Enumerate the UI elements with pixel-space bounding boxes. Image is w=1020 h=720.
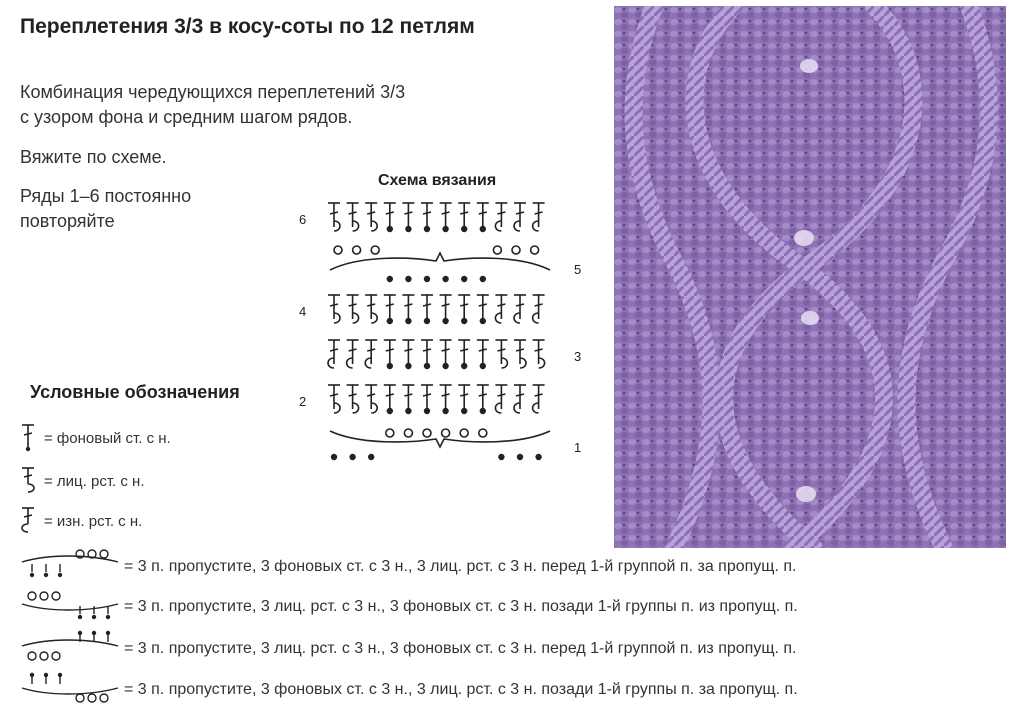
chart-stitch-dot	[387, 364, 392, 369]
chart-stitch-bar	[349, 349, 357, 351]
chart-stitch-hook	[495, 403, 501, 413]
chart-stitch-hook	[533, 403, 539, 413]
chart-stitch-bar	[497, 304, 505, 306]
chart-stitch-dot	[350, 455, 355, 460]
chart-stitch-bar	[497, 349, 505, 351]
chart-stitch-hook	[514, 221, 520, 231]
cable-back-2-icon	[18, 672, 122, 706]
chart-stitch-bar	[386, 304, 394, 306]
chart-stitch-dot	[387, 277, 392, 282]
chart-stitch-hook	[353, 221, 359, 231]
chart-cable-brace	[330, 253, 550, 270]
description	[20, 80, 405, 130]
chart-cross-loop	[512, 246, 520, 254]
chart-stitch-dot	[518, 455, 523, 460]
chart-stitch-dot	[480, 409, 485, 414]
chart-stitch-dot	[443, 319, 448, 324]
chart-stitch-dot	[480, 364, 485, 369]
chart-stitch-dot	[443, 409, 448, 414]
chart-stitch-bar	[423, 212, 431, 214]
chart-stitch-dot	[443, 277, 448, 282]
chart-stitch-bar	[516, 212, 524, 214]
cable-front-2-icon	[18, 630, 122, 664]
chart-stitch-bar	[404, 212, 412, 214]
chart-stitch-bar	[479, 304, 487, 306]
chart-cross-loop	[334, 246, 342, 254]
chart-stitch-hook	[514, 313, 520, 323]
chart-stitch-hook	[520, 358, 526, 368]
instruction-repeat-line: повторяйте	[20, 211, 115, 231]
chart-stitch-bar	[330, 349, 338, 351]
chart-stitch-bar	[386, 394, 394, 396]
legend-item-back-post: = изн. рст. с н.	[44, 513, 143, 530]
description-line: Комбинация чередующихся переплетений 3/3	[20, 82, 406, 102]
page-title: Переплетения 3/3 в косу-соты по 12 петлям	[20, 15, 475, 38]
chart-cross-loop	[386, 429, 394, 437]
chart-stitch-dot	[480, 277, 485, 282]
chart-stitch-dot	[425, 364, 430, 369]
chart-stitch-hook	[334, 313, 340, 323]
chart-cross-loop	[404, 429, 412, 437]
chart-stitch-bar	[535, 212, 543, 214]
chart-stitch-hook	[365, 358, 371, 368]
chart-stitch-bar	[423, 349, 431, 351]
chart-stitch-dot	[536, 455, 541, 460]
chart-stitch-dot	[480, 319, 485, 324]
chart-cross-loop	[442, 429, 450, 437]
chart-stitch-bar	[460, 304, 468, 306]
chart-stitch-dot	[406, 277, 411, 282]
knitting-chart	[320, 195, 570, 470]
chart-stitch-bar	[404, 349, 412, 351]
row-label-5: 5	[574, 262, 582, 277]
chart-stitch-bar	[367, 349, 375, 351]
chart-stitch-hook	[371, 403, 377, 413]
chart-cross-loop	[371, 246, 379, 254]
chart-stitch-dot	[406, 227, 411, 232]
chart-stitch-hook	[347, 358, 353, 368]
chart-stitch-dot	[387, 409, 392, 414]
chart-stitch-hook	[495, 221, 501, 231]
row-label-4: 4	[299, 304, 307, 319]
chart-stitch-dot	[462, 319, 467, 324]
chart-stitch-bar	[535, 349, 543, 351]
chart-stitch-bar	[442, 394, 450, 396]
chart-stitch-dot	[387, 227, 392, 232]
legend-cable-4: = 3 п. пропустите, 3 фоновых ст. с 3 н., 3 лиц. рст. с 3 н. позади 1-й группы п. за пропущ. п.	[124, 681, 798, 698]
chart-stitch-bar	[349, 212, 357, 214]
chart-stitch-bar	[367, 212, 375, 214]
chart-stitch-hook	[514, 403, 520, 413]
legend-cable-1: = 3 п. пропустите, 3 фоновых ст. с 3 н., 3 лиц. рст. с 3 н. перед 1-й группой п. за пропущ. п.	[124, 558, 797, 575]
chart-stitch-dot	[425, 409, 430, 414]
chart-stitch-dot	[425, 227, 430, 232]
chart-stitch-bar	[479, 212, 487, 214]
chart-stitch-bar	[460, 212, 468, 214]
chart-stitch-bar	[386, 212, 394, 214]
chart-stitch-hook	[328, 358, 334, 368]
chart-stitch-bar	[535, 394, 543, 396]
chart-stitch-dot	[369, 455, 374, 460]
chart-stitch-dot	[462, 364, 467, 369]
chart-stitch-bar	[386, 349, 394, 351]
chart-stitch-bar	[330, 212, 338, 214]
chart-stitch-bar	[367, 304, 375, 306]
instruction-repeat-line: Ряды 1–6 постоянно	[20, 186, 192, 206]
chart-stitch-bar	[460, 394, 468, 396]
scheme-title: Схема вязания	[378, 172, 497, 189]
chart-stitch-dot	[406, 319, 411, 324]
chart-stitch-hook	[353, 313, 359, 323]
chart-stitch-bar	[516, 304, 524, 306]
chart-stitch-dot	[406, 364, 411, 369]
chart-stitch-bar	[423, 394, 431, 396]
chart-stitch-dot	[462, 227, 467, 232]
chart-stitch-hook	[495, 313, 501, 323]
chart-stitch-dot	[425, 277, 430, 282]
chart-stitch-dot	[406, 409, 411, 414]
chart-stitch-bar	[349, 394, 357, 396]
chart-stitch-hook	[353, 403, 359, 413]
chart-stitch-bar	[442, 304, 450, 306]
chart-stitch-bar	[497, 212, 505, 214]
row-label-2: 2	[299, 394, 307, 409]
chart-stitch-bar	[404, 394, 412, 396]
instruction-chart: Вяжите по схеме.	[20, 147, 167, 167]
chart-stitch-dot	[480, 227, 485, 232]
row-label-6: 6	[299, 212, 307, 227]
chart-stitch-bar	[330, 304, 338, 306]
row-label-1: 1	[574, 440, 582, 455]
chart-cross-loop	[353, 246, 361, 254]
chart-stitch-bar	[330, 394, 338, 396]
cable-back-icon	[18, 590, 122, 624]
instruction-repeat	[20, 184, 250, 234]
chart-cross-loop	[493, 246, 501, 254]
chart-stitch-bar	[479, 349, 487, 351]
description-line: с узором фона и средним шагом рядов.	[20, 107, 353, 127]
chart-stitch-hook	[334, 403, 340, 413]
chart-stitch-bar	[535, 304, 543, 306]
chart-stitch-bar	[442, 212, 450, 214]
chart-stitch-hook	[334, 221, 340, 231]
front-post-dc-icon	[20, 466, 42, 496]
legend-item-background: = фоновый ст. с н.	[44, 430, 171, 447]
chart-stitch-hook	[501, 358, 507, 368]
chart-cable-brace	[330, 431, 550, 447]
chart-stitch-dot	[462, 277, 467, 282]
chart-stitch-hook	[539, 358, 545, 368]
knitted-swatch-photo	[614, 6, 1006, 548]
chart-stitch-bar	[497, 394, 505, 396]
chart-stitch-bar	[367, 394, 375, 396]
legend-title: Условные обозначения	[30, 382, 240, 402]
chart-stitch-dot	[443, 364, 448, 369]
chart-stitch-dot	[425, 319, 430, 324]
chart-stitch-bar	[442, 349, 450, 351]
chart-stitch-hook	[533, 313, 539, 323]
chart-cross-loop	[423, 429, 431, 437]
row-label-3: 3	[574, 349, 582, 364]
background-dc-icon	[20, 423, 42, 453]
chart-stitch-bar	[479, 394, 487, 396]
chart-stitch-dot	[499, 455, 504, 460]
chart-stitch-bar	[516, 349, 524, 351]
chart-cross-loop	[531, 246, 539, 254]
chart-stitch-bar	[349, 304, 357, 306]
chart-stitch-dot	[387, 319, 392, 324]
chart-cross-loop	[460, 429, 468, 437]
cable-front-icon	[18, 548, 122, 582]
back-post-dc-icon	[20, 506, 42, 536]
chart-stitch-bar	[404, 304, 412, 306]
chart-stitch-hook	[533, 221, 539, 231]
chart-stitch-bar	[423, 304, 431, 306]
chart-stitch-hook	[371, 221, 377, 231]
legend-item-front-post: = лиц. рст. с н.	[44, 473, 145, 490]
chart-stitch-bar	[460, 349, 468, 351]
chart-cross-loop	[479, 429, 487, 437]
chart-stitch-dot	[332, 455, 337, 460]
legend-cable-3: = 3 п. пропустите, 3 лиц. рст. с 3 н., 3 фоновых ст. с 3 н. перед 1-й группой п. из пропущ. п.	[124, 640, 797, 657]
chart-stitch-hook	[371, 313, 377, 323]
chart-stitch-dot	[443, 227, 448, 232]
chart-stitch-dot	[462, 409, 467, 414]
chart-stitch-bar	[516, 394, 524, 396]
legend-cable-2: = 3 п. пропустите, 3 лиц. рст. с 3 н., 3 фоновых ст. с 3 н. позади 1-й группы п. из пропущ. п.	[124, 598, 798, 615]
